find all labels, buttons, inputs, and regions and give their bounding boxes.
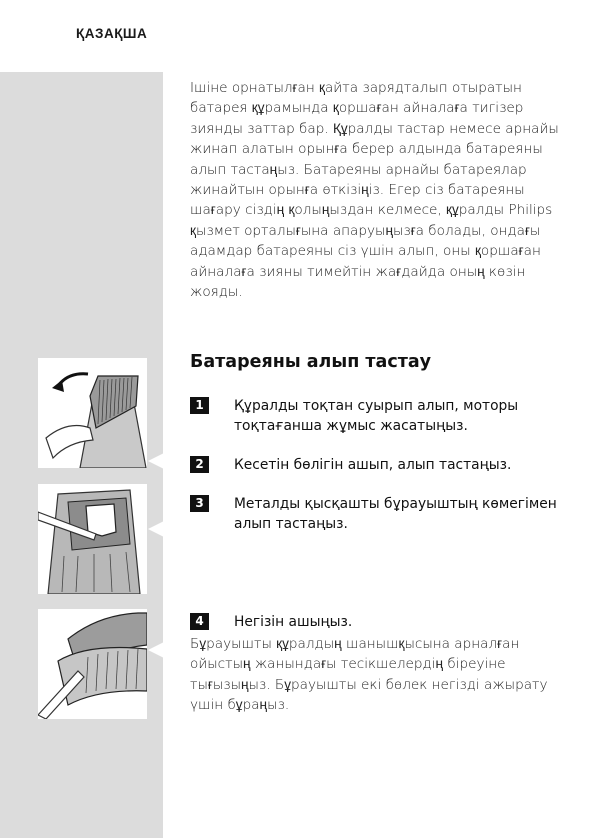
step-number: 2 bbox=[190, 456, 209, 473]
figure-housing-opening bbox=[38, 609, 147, 719]
step-text: Кесетін бөлігін ашып, алып тастаңыз. bbox=[234, 457, 512, 473]
figure-pointer bbox=[148, 642, 164, 658]
section-title: Батареяны алып тастау bbox=[190, 352, 432, 372]
figure-trimmer-blade-removal bbox=[38, 358, 147, 468]
open-housing-screwdriver-icon bbox=[38, 609, 147, 719]
step-text: Металды қысқашты бұрауыштың көмегімен алып тастаңыз. bbox=[234, 496, 557, 532]
step-text: Негізін ашыңыз. bbox=[234, 614, 353, 630]
trimmer-blade-removal-icon bbox=[38, 358, 147, 468]
step-number: 4 bbox=[190, 613, 209, 630]
step-text: Құралды тоқтан суырып алып, моторы тоқтағанша жұмыс жасатыңыз. bbox=[234, 398, 519, 434]
step-4-description: Бұрауышты құралдың шанышқысына арналған ойыстың жанындағы тесікшелердің біреуіне тығызыңыз. Бұрауышты екі бөлек негізді ажырату үшін бұраңыз. bbox=[190, 636, 548, 714]
intro-paragraph: Ішіне орнатылған қайта зарядталып отыратын батарея құрамында қоршаған айналаға тигізер зиянды заттар бар. Құралды тастар немесе арнайы жинап алатын орынға берер алдында батареяны алып тастаңыз. Батареяны арнайы батареялар жинайтын орынға өткізіңіз. Егер сіз батареяны шағару сіздің қолыңыздан келмесе, құралды Philips қызмет орталығына апаруыңызға болады, ондағы адамдар батареяны сіз үшін алып, оны қоршаған айналаға зияны тимейтін жағдайда оның көзін жояды. bbox=[190, 80, 559, 301]
figure-pointer bbox=[148, 453, 164, 469]
language-label: ҚАЗАҚША bbox=[76, 26, 148, 41]
figure-pointer bbox=[148, 521, 164, 537]
figure-metal-clip-removal bbox=[38, 484, 147, 594]
step-number: 1 bbox=[190, 397, 209, 414]
metal-clip-screwdriver-icon bbox=[38, 484, 147, 594]
step-number: 3 bbox=[190, 495, 209, 512]
